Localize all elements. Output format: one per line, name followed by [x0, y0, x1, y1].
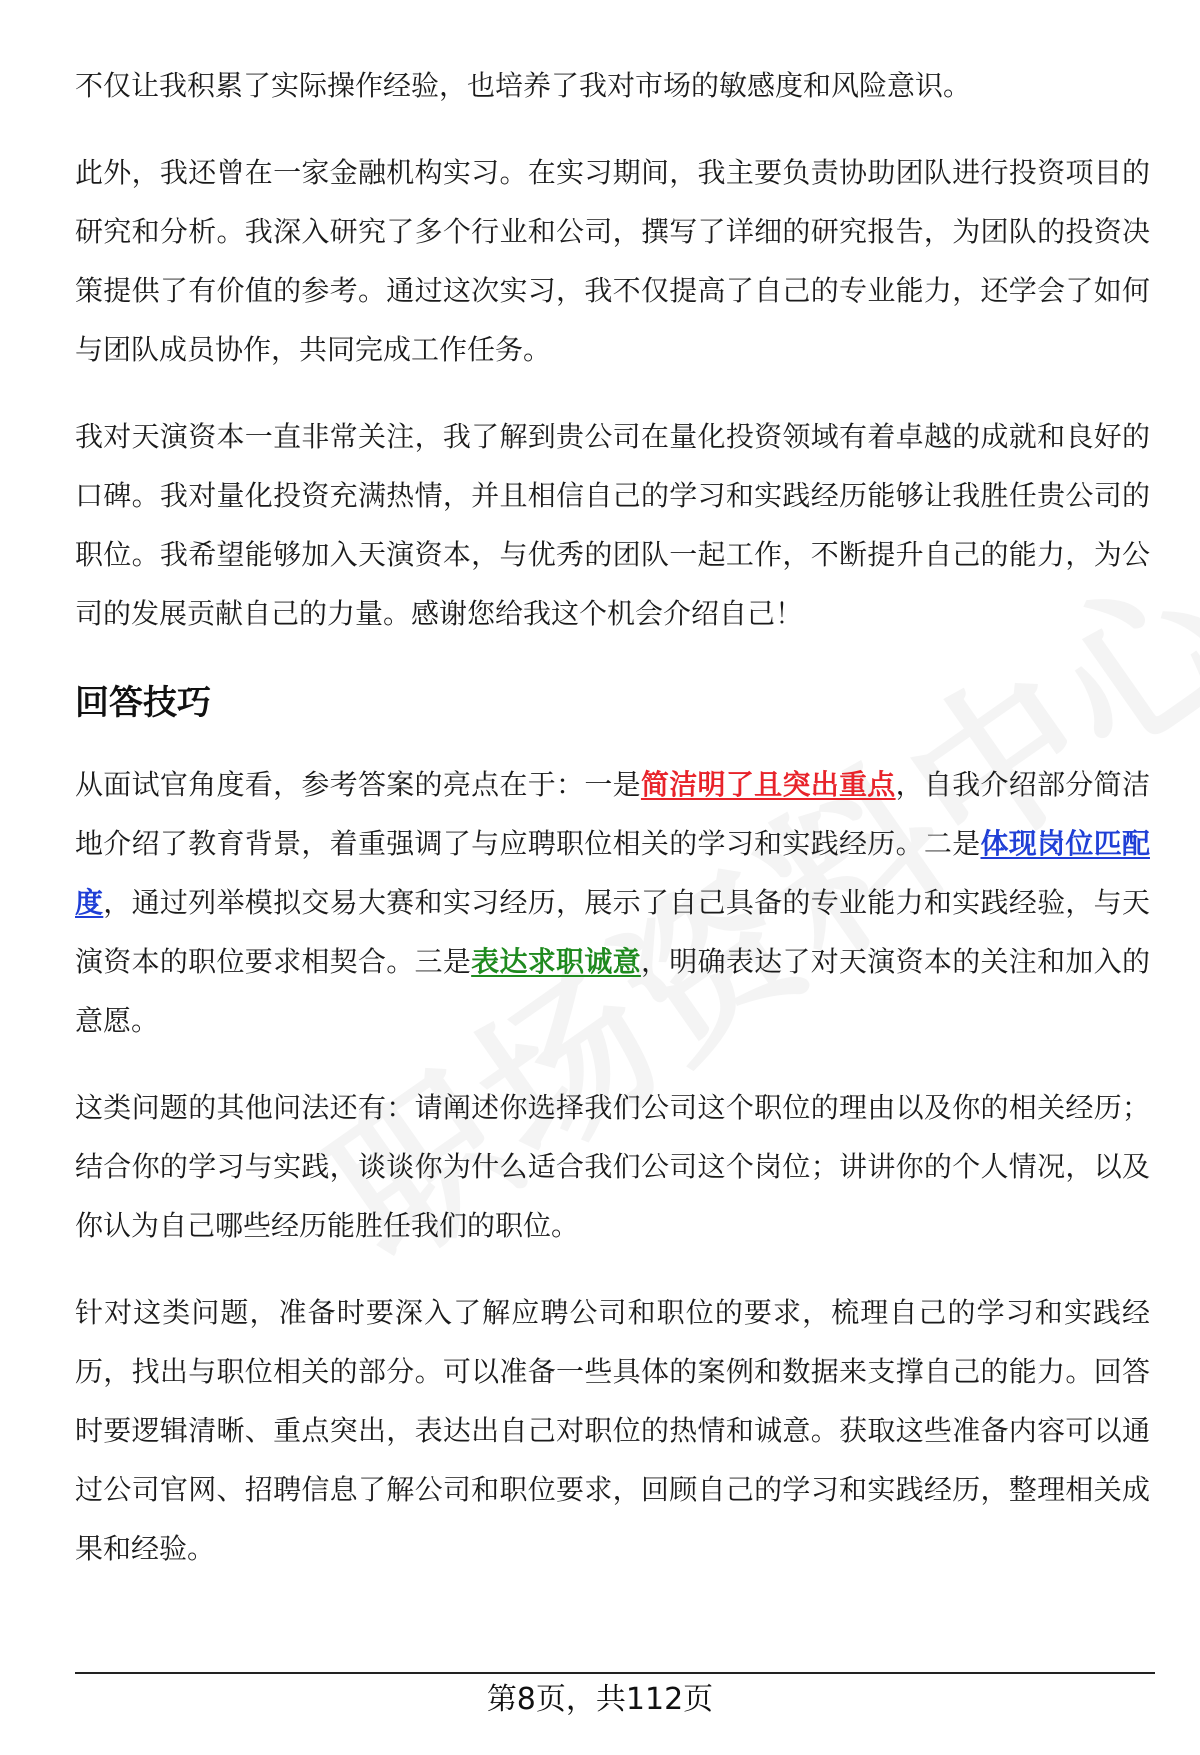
footer-divider	[75, 1672, 1155, 1674]
highlight-job-match: 体现岗位匹配度	[75, 827, 1150, 919]
highlight-sincerity: 表达求职诚意	[471, 945, 641, 978]
highlight-concise: 简洁明了且突出重点	[640, 768, 896, 801]
tips-paragraph	[75, 755, 1150, 1050]
paragraph-2: 此外，我还曾在一家金融机构实习。在实习期间，我主要负责协助团队进行投资项目的研究和分析。我深入研究了多个行业和公司，撰写了详细的研究报告，为团队的投资决策提供了有价值的参考。通过这次实习，我不仅提高了自己的专业能力，还学会了如何与团队成员协作，共同完成工作任务。	[75, 156, 1150, 366]
document-body	[75, 56, 1150, 1606]
paragraph-preparation: 针对这类问题，准备时要深入了解应聘公司和职位的要求，梳理自己的学习和实践经历，找出与职位相关的部分。可以准备一些具体的案例和数据来支撑自己的能力。回答时要逻辑清晰、重点突出，表达出自己对职位的热情和诚意。获取这些准备内容可以通过公司官网、招聘信息了解公司和职位要求，回顾自己的学习和实践经历，整理相关成果和经验。	[75, 1296, 1150, 1565]
tips-text-2: ，自我介绍部分简洁地介绍了教育背景，着重强调了与应聘职位相关的学习和实践经历。二是	[75, 768, 1150, 860]
tips-text-3: ，通过列举模拟交易大赛和实习经历，展示了自己具备的专业能力和实践经验，与天演资本的职位要求相契合。三是	[75, 886, 1150, 978]
page-number: 第8页，共112页	[486, 1682, 714, 1717]
paragraph-other-questions: 这类问题的其他问法还有：请阐述你选择我们公司这个职位的理由以及你的相关经历；结合你的学习与实践，谈谈你为什么适合我们公司这个岗位；讲讲你的个人情况，以及你认为自己哪些经历能胜任我们的职位。	[75, 1091, 1150, 1242]
tips-text-4: ，明确表达了对天演资本的关注和加入的意愿。	[75, 945, 1150, 1037]
tips-text-1: 从面试官角度看，参考答案的亮点在于：一是	[75, 768, 641, 801]
paragraph-1: 不仅让我积累了实际操作经验，也培养了我对市场的敏感度和风险意识。	[75, 69, 972, 102]
section-title: 回答技巧	[75, 683, 211, 723]
paragraph-3: 我对天演资本一直非常关注，我了解到贵公司在量化投资领域有着卓越的成就和良好的口碑。我对量化投资充满热情，并且相信自己的学习和实践经历能够让我胜任贵公司的职位。我希望能够加入天演资本，与优秀的团队一起工作，不断提升自己的能力，为公司的发展贡献自己的力量。感谢您给我这个机会介绍自己！	[75, 420, 1150, 630]
